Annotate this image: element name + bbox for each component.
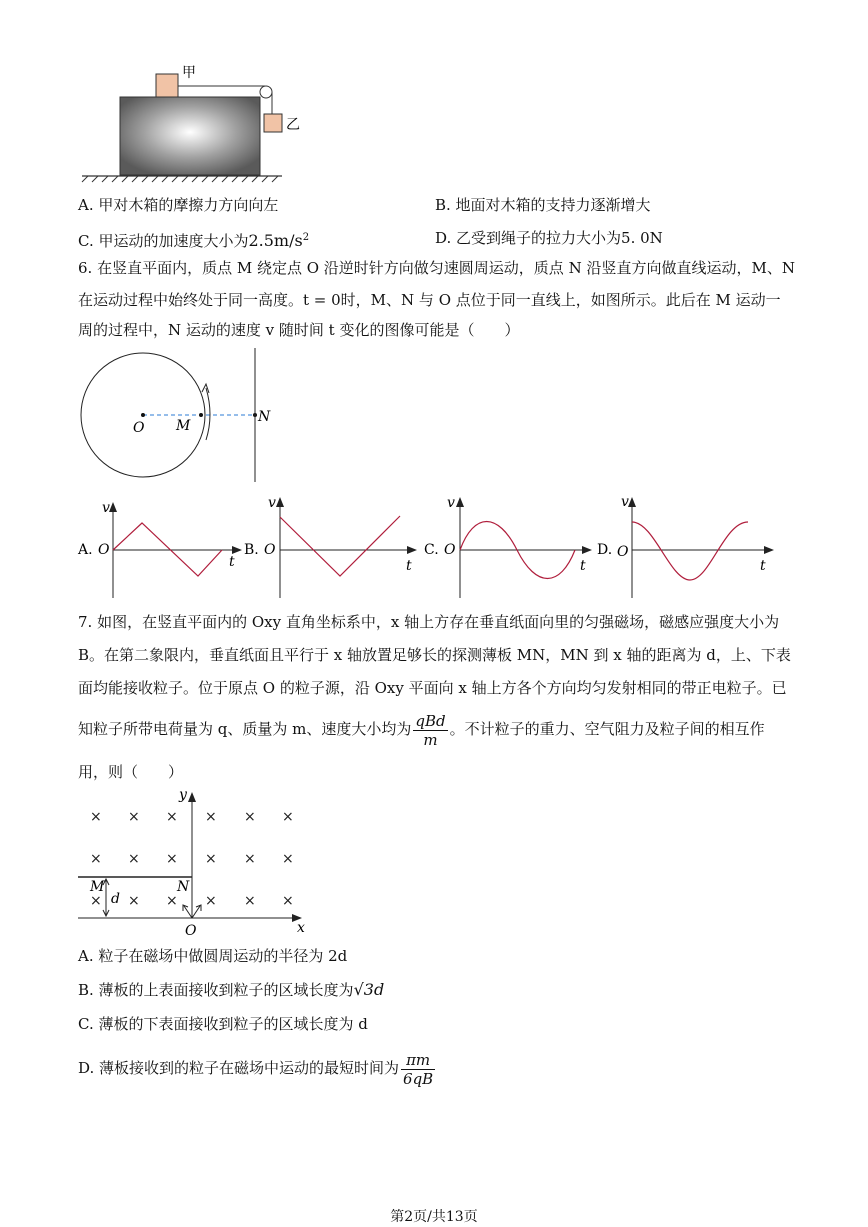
label-n: N <box>258 409 271 425</box>
label-m: M <box>176 418 191 434</box>
graph-c-origin: O <box>444 542 456 558</box>
q6-line-1: 6. 在竖直平面内，质点 M 绕定点 O 沿逆时针方向做匀速圆周运动，质点 N 沿竖直方向做直线运动，M、N <box>78 259 795 277</box>
graph-d-v: v <box>621 494 629 510</box>
q7-option-d <box>78 1048 437 1088</box>
graph-c-t: t <box>580 558 586 574</box>
q7-option-c: C. 薄板的下表面接收到粒子的区域长度为 d <box>78 1015 368 1033</box>
cross: × <box>205 893 217 909</box>
graph-b-origin: O <box>264 542 276 558</box>
cross: × <box>166 851 178 867</box>
graph-b-t: t <box>406 558 412 574</box>
cross: × <box>205 851 217 867</box>
q7-option-d-num: πm <box>401 1051 435 1070</box>
graph-d-letter: D. <box>597 542 613 558</box>
q7-option-d-den: 6qB <box>403 1069 434 1088</box>
q7-option-d-fraction <box>401 1051 435 1088</box>
graph-b-v: v <box>268 495 276 511</box>
q7-option-a: A. 粒子在磁场中做圆周运动的半径为 2d <box>78 947 348 965</box>
graph-a-origin: O <box>98 542 110 558</box>
q7-line-5: 用，则（ ） <box>78 763 184 781</box>
q7-line-4-pre: 知粒子所带电荷量为 q、质量为 m、速度大小均为 <box>78 720 412 738</box>
label-o: O <box>133 420 145 436</box>
cross: × <box>128 851 140 867</box>
graph-d-origin: O <box>617 544 629 560</box>
q6-line-2: 在运动过程中始终处于同一高度。t = 0时，M、N 与 O 点位于同一直线上，如图所示。此后在 M 运动一 <box>78 291 781 309</box>
q7-option-d-text: D. 薄板接收到的粒子在磁场中运动的最短时间为 <box>78 1059 400 1077</box>
q7-speed-num: qBd <box>415 711 446 730</box>
q5-option-c-text: C. 甲运动的加速度大小为 <box>78 232 249 250</box>
label-m: M <box>90 879 105 895</box>
cross: × <box>128 809 140 825</box>
cross: × <box>166 809 178 825</box>
cross: × <box>205 809 217 825</box>
cross: × <box>244 809 256 825</box>
graph-d-t: t <box>760 558 766 574</box>
q7-line-1: 7. 如图，在竖直平面内的 Oxy 直角坐标系中，x 轴上方存在垂直纸面向里的匀强磁场，磁感应强度大小为 <box>78 613 780 631</box>
cross: × <box>244 851 256 867</box>
label-x: x <box>297 920 305 936</box>
cross: × <box>282 809 294 825</box>
q7-line-4-post: 。不计粒子的重力、空气阻力及粒子间的相互作 <box>449 720 765 738</box>
cross: × <box>90 809 102 825</box>
cross: × <box>166 893 178 909</box>
cross: × <box>90 893 102 909</box>
label-yi: 乙 <box>286 117 300 133</box>
cross: × <box>244 893 256 909</box>
q5-option-c-sup: 2 <box>302 232 310 243</box>
label-d: d <box>111 891 120 907</box>
q6-line-3: 周的过程中，N 运动的速度 v 随时间 t 变化的图像可能是（ ） <box>78 321 520 339</box>
graph-c-letter: C. <box>424 542 439 558</box>
graph-a-t: t <box>229 554 235 570</box>
label-n: N <box>177 879 190 895</box>
q7-line-3: 面均能接收粒子。位于原点 O 的粒子源，沿 Oxy 平面向 x 轴上方各个方向均匀发射相同的带正电粒子。已 <box>78 679 787 697</box>
q7-option-b-value: √3d <box>353 980 385 999</box>
page-footer: 第2页/共13页 <box>390 1209 478 1225</box>
graph-b-letter: B. <box>244 542 259 558</box>
label-o: O <box>185 923 197 939</box>
q7-option-b <box>78 980 384 1000</box>
graph-a-letter: A. <box>78 542 93 558</box>
q7-speed-den: m <box>423 730 438 749</box>
q7-option-b-text: B. 薄板的上表面接收到粒子的区域长度为 <box>78 981 354 999</box>
q5-option-d: D. 乙受到绳子的拉力大小为5. 0N <box>435 229 663 247</box>
q5-option-c-value: 2.5m/s <box>248 231 303 250</box>
cross: × <box>282 851 294 867</box>
q5-option-b: B. 地面对木箱的支持力逐渐增大 <box>435 196 651 214</box>
cross: × <box>128 893 140 909</box>
cross: × <box>282 893 294 909</box>
q5-option-a: A. 甲对木箱的摩擦力方向向左 <box>78 196 279 214</box>
cross: × <box>90 851 102 867</box>
label-y: y <box>179 787 187 803</box>
q7-line-2: B。在第二象限内，垂直纸面且平行于 x 轴放置足够长的探测薄板 MN，MN 到 x 轴的距离为 d，上、下表 <box>78 646 791 664</box>
label-jia: 甲 <box>182 65 196 81</box>
graph-c-v: v <box>447 495 455 511</box>
graph-a-v: v <box>102 500 110 516</box>
